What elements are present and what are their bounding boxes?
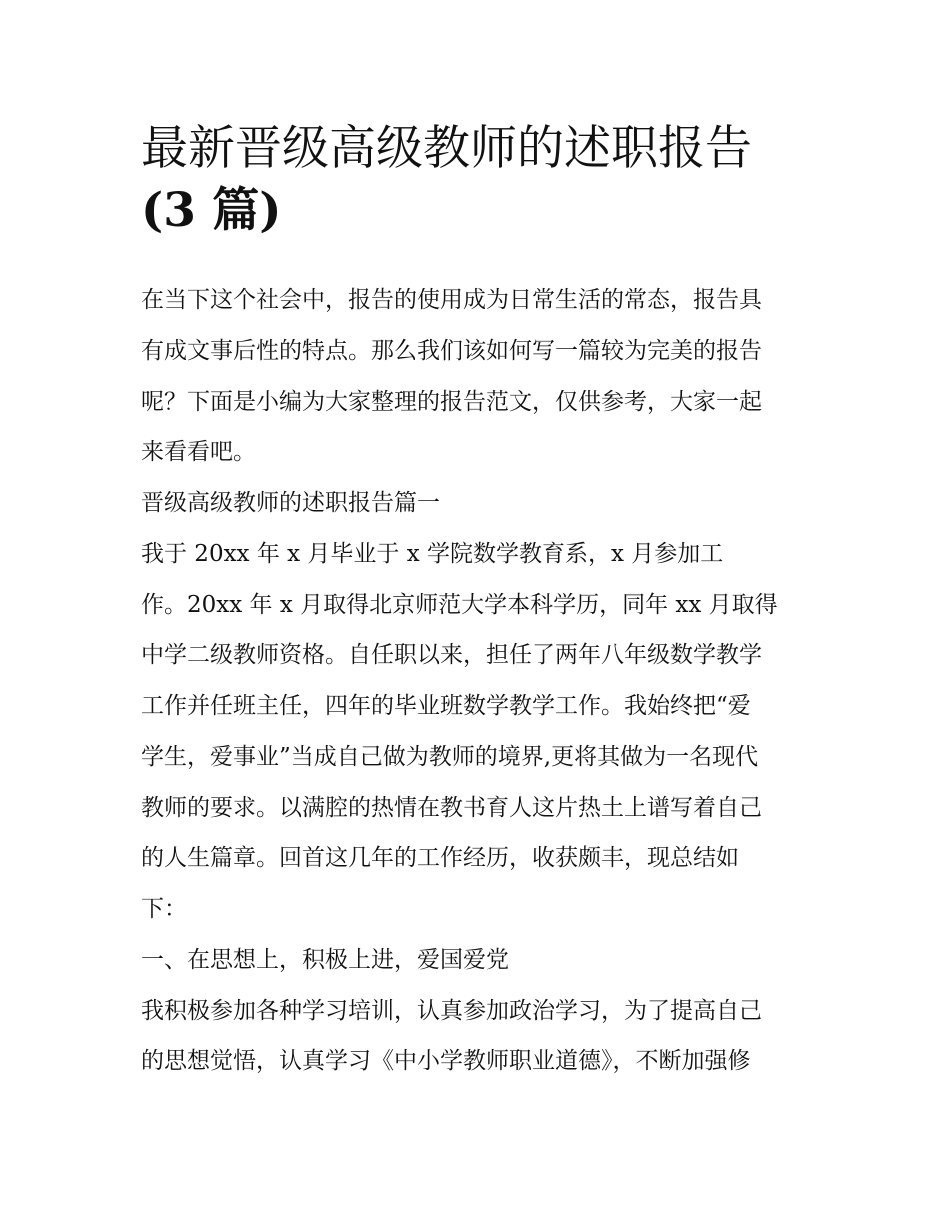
- title-line-1: 最新晋级高级教师的述职报告: [141, 121, 752, 176]
- paragraph-line-7: 的人生篇章。回首这几年的工作经历，收获颇丰，现总结如: [141, 845, 739, 871]
- paragraph2-line-1: 我积极参加各种学习培训，认真参加政治学习，为了提高自己: [141, 998, 762, 1024]
- paragraph-line-8: 下：: [141, 896, 187, 922]
- paragraph2-line-2: 的思想觉悟，认真学习《中小学教师职业道德》，不断加强修: [141, 1048, 751, 1074]
- paragraph-line-3: 中学二级教师资格。自任职以来，担任了两年八年级数学教学: [141, 642, 762, 668]
- paragraph-line-1: 我于 20xx 年 x 月毕业于 x 学院数学教育系，x 月参加工: [141, 541, 724, 567]
- paragraph-line-2: 作。20xx 年 x 月取得北京师范大学本科学历，同年 xx 月取得: [141, 592, 778, 618]
- section-heading-1: 晋级高级教师的述职报告篇一: [141, 490, 440, 516]
- paragraph-line-4: 工作并任班主任，四年的毕业班数学教学工作。我始终把“爱: [141, 693, 751, 719]
- intro-line-3: 呢？下面是小编为大家整理的报告范文，仅供参考，大家一起: [141, 389, 762, 415]
- paragraph-line-6: 教师的要求。以满腔的热情在教书育人这片热土上谱写着自己: [141, 795, 762, 821]
- intro-line-2: 有成文事后性的特点。那么我们该如何写一篇较为完美的报告: [141, 338, 762, 364]
- sub-heading-1: 一、在思想上，积极上进，爱国爱党: [141, 947, 509, 973]
- intro-line-1: 在当下这个社会中，报告的使用成为日常生活的常态，报告具: [141, 287, 762, 313]
- paragraph-line-5: 学生，爱事业”当成自己做为教师的境界,更将其做为一名现代: [141, 744, 759, 770]
- document-title: [141, 118, 821, 242]
- title-line-2: (3 篇): [141, 183, 282, 238]
- intro-line-4: 来看看吧。: [141, 439, 256, 465]
